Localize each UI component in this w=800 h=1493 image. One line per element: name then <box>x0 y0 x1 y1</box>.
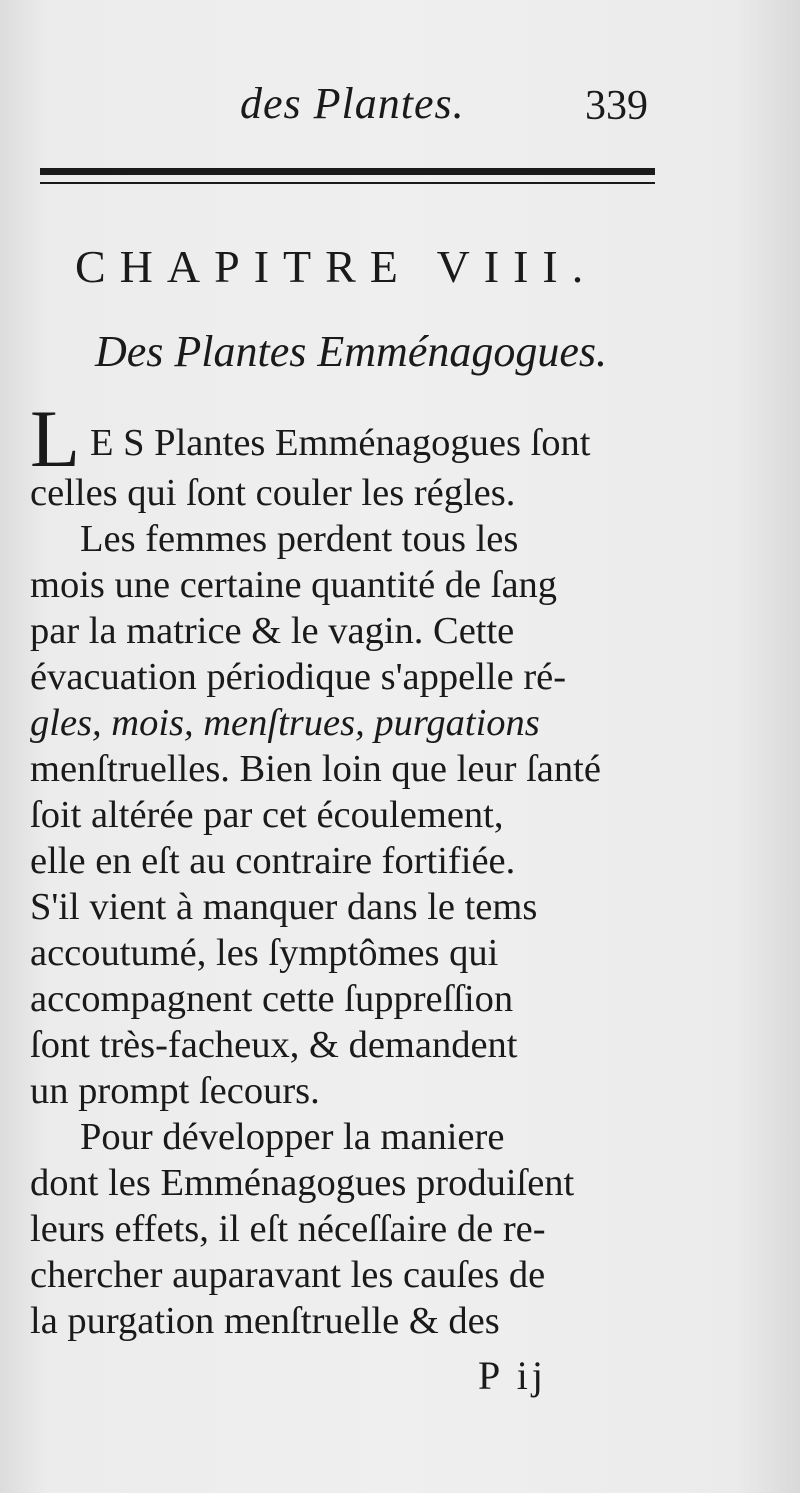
header-rule-thick <box>40 168 655 175</box>
text-line: accompagnent cette ſuppreſſion <box>30 978 514 1020</box>
text-line: Les femmes perdent tous les <box>80 518 519 560</box>
text-line: accoutumé, les ſymptômes qui <box>30 932 499 974</box>
text-line: E S Plantes Emménagogues ſont <box>90 422 591 464</box>
section-title: Des Plantes Emménagogues. <box>95 327 608 376</box>
text-line: leurs effets, il eſt néceſſaire de re- <box>30 1208 546 1250</box>
text-line: elle en eſt au contraire fortifiée. <box>30 840 516 882</box>
chapter-title: CHAPITRE VIII. <box>75 241 598 292</box>
catchword-signature: P ij <box>478 1353 547 1398</box>
text-line: S'il vient à manquer dans le tems <box>30 886 538 928</box>
running-head: des Plantes. <box>240 79 465 128</box>
text-line: menſtruelles. Bien loin que leur ſanté <box>30 748 601 790</box>
text-line: chercher auparavant les cauſes de <box>30 1254 546 1296</box>
text-line: Pour développer la maniere <box>80 1116 505 1158</box>
text-line: un prompt ſecours. <box>30 1070 320 1112</box>
text-line: ſoit altérée par cet écoulement, <box>30 794 504 836</box>
text-line: gles, mois, menſtrues, purgations <box>30 702 540 744</box>
text-line: évacuation périodique s'appelle ré- <box>30 656 567 698</box>
text-line: dont les Emménagogues produiſent <box>30 1162 575 1204</box>
text-line: mois une certaine quantité de ſang <box>30 564 558 606</box>
text-line: ſont très-facheux, & demandent <box>30 1024 518 1066</box>
page-number: 339 <box>585 83 648 129</box>
text-line: la purgation menſtruelle & des <box>30 1300 500 1342</box>
header-rule-thin <box>40 182 655 184</box>
text-line: celles qui ſont couler les régles. <box>30 472 516 514</box>
drop-cap: L <box>30 393 81 484</box>
text-line: par la matrice & le vagin. Cette <box>30 610 515 652</box>
